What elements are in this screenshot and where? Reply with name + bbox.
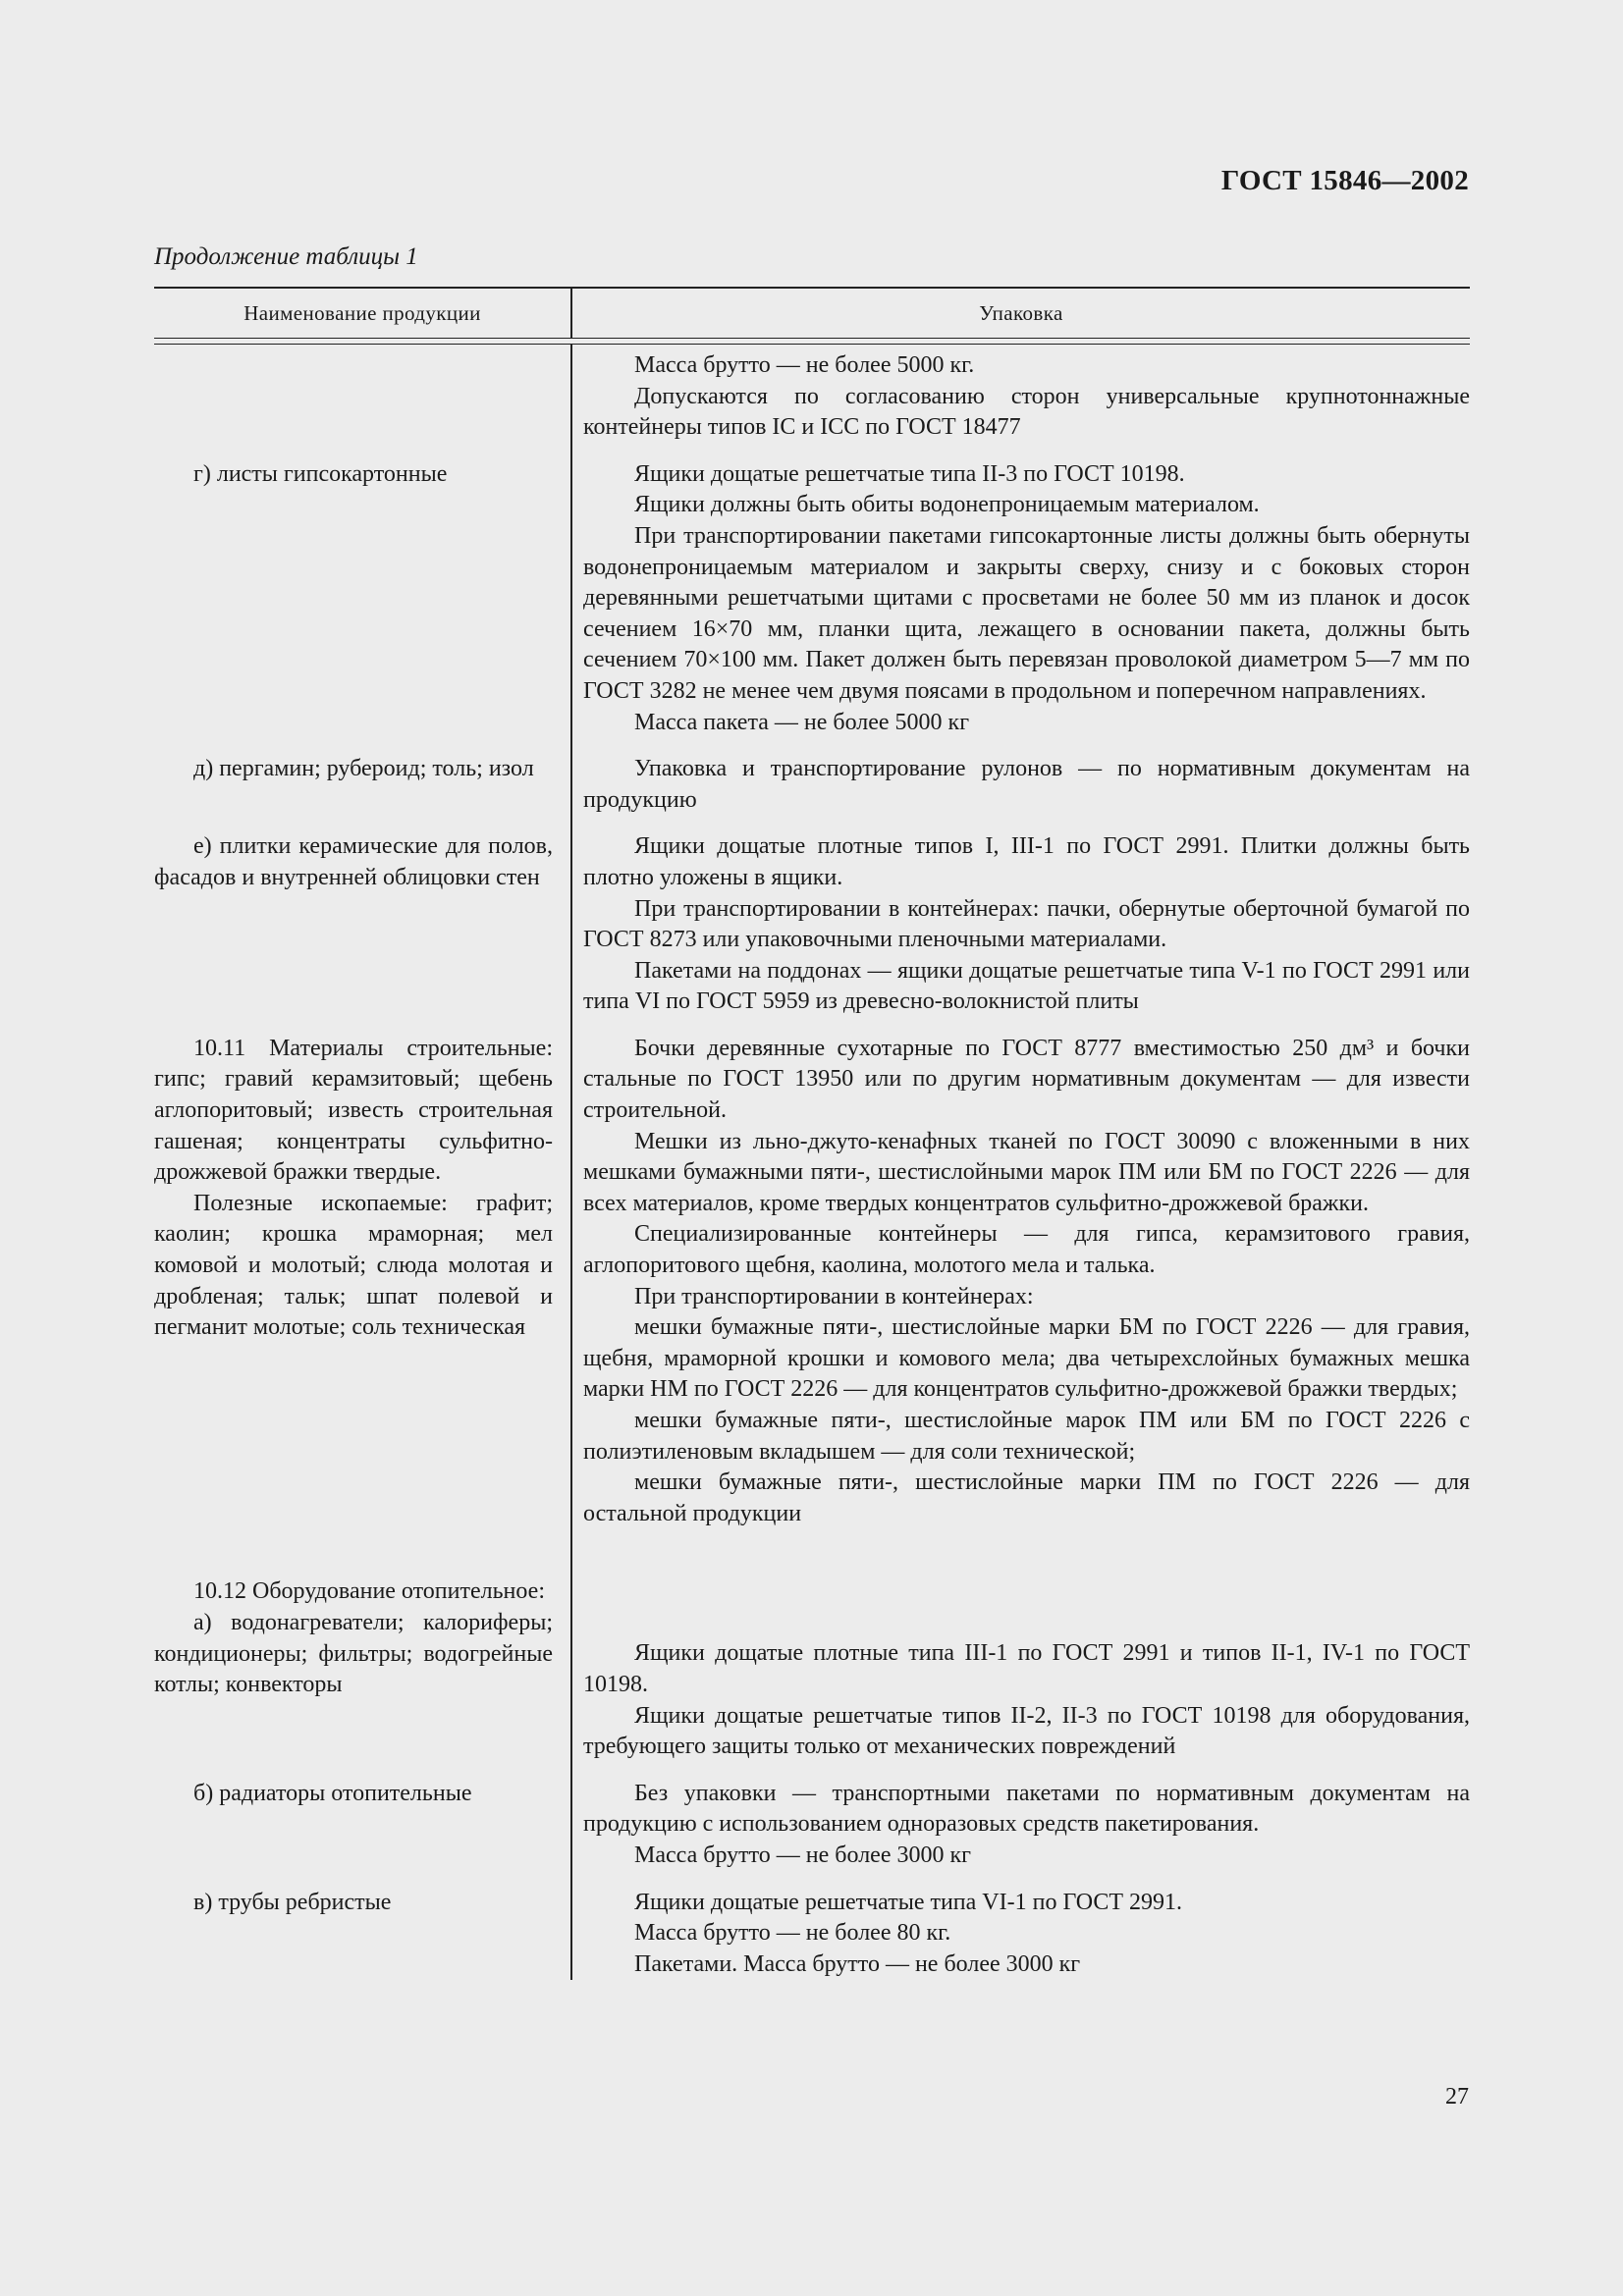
column-divider — [570, 345, 572, 1980]
packaging-text: Бочки деревянные сухотарные по ГОСТ 8777 вместимостью 250 дм³ и бочки стальные по ГОСТ 13950 или по другим нормативным документам — для извести строительной. — [583, 1035, 1470, 1124]
packaging-text: Упаковка и транспортирование рулонов — по нормативным документам на продукцию — [583, 756, 1470, 813]
table-row — [154, 459, 1470, 738]
packaging-text: При транспортировании в контейнерах: — [634, 1283, 1034, 1309]
packaging-cell — [570, 459, 1470, 738]
column-header-name: Наименование продукции — [154, 289, 572, 339]
header-double-rule — [154, 338, 1470, 345]
table-caption: Продолжение таблицы 1 — [154, 243, 418, 270]
packaging-text: При транспортировании пакетами гипсокартонные листы должны быть обернуты водонепроницаемым материалом и закрыты сверху, снизу и с боковых сторон деревянными решетчатыми щитами с просветами не более 50 мм из планок и досок сечением 16×70 мм, планки щита, лежащего в основании пакета, должны быть сечением 70×100 мм. Пакет должен быть перевязан проволокой диаметром 5—7 мм по ГОСТ 3282 не менее чем двумя поясами в продольном и поперечном направлениях. — [583, 522, 1470, 704]
packaging-cell — [570, 350, 1470, 444]
packaging-text: Мешки из льно-джуто-кенафных тканей по ГОСТ 30090 с вложенными в них мешками бумажными пяти-, шестислойными марок ПМ или БМ по ГОСТ 2226 — для всех материалов, кроме твердых концентратов сульфитно-дрожжевой бражки. — [583, 1128, 1470, 1216]
product-name-cell — [154, 459, 570, 738]
packaging-text: мешки бумажные пяти-, шестислойные марок ПМ или БМ по ГОСТ 2226 с полиэтиленовым вкладышем — для соли технической; — [583, 1408, 1470, 1465]
packaging-cell — [570, 1034, 1470, 1530]
packaging-text: Масса брутто — не более 3000 кг — [634, 1842, 971, 1868]
packaging-text: Ящики должны быть обиты водонепроницаемым материалом. — [634, 492, 1260, 518]
table-body — [154, 345, 1470, 1980]
packaging-table — [154, 287, 1470, 1980]
packaging-cell — [570, 1888, 1470, 1981]
standard-id: ГОСТ 15846—2002 — [1220, 165, 1469, 196]
product-name-cell — [154, 1779, 570, 1872]
packaging-text: мешки бумажные пяти-, шестислойные марки ПМ по ГОСТ 2226 — для остальной продукции — [583, 1469, 1470, 1526]
packaging-cell — [570, 754, 1470, 816]
product-name-cell — [154, 831, 570, 1018]
packaging-text: Масса брутто — не более 5000 кг. — [634, 352, 975, 378]
packaging-text: Допускаются по согласованию сторон универсальные крупнотоннажные контейнеры типов IC и ICC по ГОСТ 18477 — [583, 383, 1470, 441]
page-number: 27 — [1445, 2084, 1469, 2109]
packaging-text: мешки бумажные пяти-, шестислойные марки БМ по ГОСТ 2226 — для гравия, щебня, мраморной крошки и комового мела; два четырехслойных бумажных мешка марки НМ по ГОСТ 2226 — для концентратов сульфитно-дрожжевой бражки твердых; — [583, 1314, 1470, 1403]
product-name: д) пергамин; рубероид; толь; изол — [193, 756, 534, 782]
packaging-text: Пакетами на поддонах — ящики дощатые решетчатые типа V-1 по ГОСТ 2991 или типа VI по ГОСТ 5959 из древесно-волокнистой плиты — [583, 957, 1470, 1015]
product-name: е) плитки керамические для полов, фасадов и внутренней облицовки стен — [154, 833, 553, 890]
table-row — [154, 1576, 1470, 1762]
packaging-text: Без упаковки — транспортными пакетами по нормативным документам на продукцию с использованием одноразовых средств пакетирования. — [583, 1780, 1470, 1838]
packaging-text: Масса брутто — не более 80 кг. — [634, 1920, 951, 1947]
packaging-text: Масса пакета — не более 5000 кг — [634, 709, 970, 735]
product-name: Полезные ископаемые: графит; каолин; крошка мраморная; мел комовой и молотый; слюда молотая и дробленая; тальк; шпат полевой и пегманит молотые; соль техническая — [154, 1190, 553, 1341]
product-name: г) листы гипсокартонные — [193, 460, 448, 487]
packaging-cell — [570, 831, 1470, 1018]
product-name: 10.11 Материалы строительные: гипс; гравий керамзитовый; щебень аглопоритовый; известь строительная гашеная; концентраты сульфитно-дрожжевой бражки твердые. — [154, 1035, 553, 1186]
product-name-cell — [154, 1576, 570, 1762]
product-name-cell — [154, 350, 570, 444]
product-name: а) водонагреватели; калориферы; кондиционеры; фильтры; водогрейные котлы; конвекторы — [154, 1609, 553, 1698]
product-name: 10.12 Оборудование отопительное: — [193, 1578, 545, 1605]
table-row — [154, 831, 1470, 1018]
column-header-packaging: Упаковка — [979, 301, 1063, 325]
packaging-text: Ящики дощатые решетчатые типов II-2, II-3 по ГОСТ 10198 для оборудования, требующего защиты только от механических повреждений — [583, 1702, 1470, 1760]
packaging-text: Пакетами. Масса брутто — не более 3000 кг — [634, 1950, 1081, 1977]
product-name-cell — [154, 754, 570, 816]
product-name-cell — [154, 1888, 570, 1981]
product-name-cell — [154, 1034, 570, 1530]
product-name: б) радиаторы отопительные — [193, 1780, 472, 1806]
table-row — [154, 1888, 1470, 1981]
packaging-cell — [570, 1576, 1470, 1762]
table-row — [154, 1779, 1470, 1872]
product-name: в) трубы ребристые — [193, 1889, 392, 1915]
packaging-cell — [570, 1779, 1470, 1872]
packaging-text: При транспортировании в контейнерах: пачки, обернутые оберточной бумагой по ГОСТ 8273 или упаковочными пленочными материалами. — [583, 895, 1470, 953]
table-row — [154, 345, 1470, 444]
packaging-text: Ящики дощатые плотные типов I, III-1 по ГОСТ 2991. Плитки должны быть плотно уложены в ящики. — [583, 833, 1470, 890]
packaging-text: Ящики дощатые плотные типа III-1 по ГОСТ 2991 и типов II-1, IV-1 по ГОСТ 10198. — [583, 1640, 1470, 1697]
packaging-text: Ящики дощатые решетчатые типа II-3 по ГОСТ 10198. — [634, 460, 1185, 487]
table-row — [154, 754, 1470, 816]
packaging-text: Специализированные контейнеры — для гипса, керамзитового гравия, аглопоритового щебня, каолина, молотого мела и талька. — [583, 1221, 1470, 1279]
packaging-text: Ящики дощатые решетчатые типа VI-1 по ГОСТ 2991. — [634, 1889, 1183, 1915]
table-row — [154, 1034, 1470, 1530]
table-header — [154, 287, 1470, 339]
